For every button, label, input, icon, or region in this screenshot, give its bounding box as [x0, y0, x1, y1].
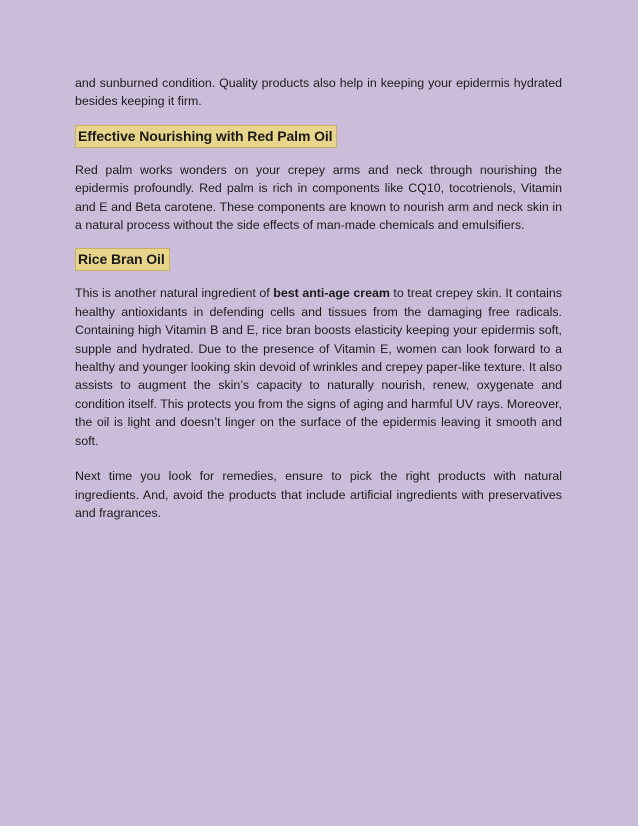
- page-content: [75, 74, 562, 522]
- section-heading-rice-bran-oil: Rice Bran Oil: [75, 248, 170, 271]
- rice-bran-oil-paragraph: [75, 284, 562, 450]
- paragraph-gap: [75, 450, 562, 467]
- closing-paragraph: Next time you look for remedies, ensure to pick the right products with natural ingredients. And, avoid the products that include artificial ingredients with preservatives and fragrances.: [75, 469, 562, 520]
- section-heading-wrapper: [75, 125, 562, 148]
- rice-bran-text-rest: to treat crepey skin. It contains healthy antioxidants in defending cells and tissues from the damaging free radicals. Containing high Vitamin B and E, rice bran boosts elasticity keeping your epidermis soft, supple and hydrated. Due to the presence of Vitamin E, women can look forward to a healthy and younger looking skin devoid of wrinkles and crepey paper-like texture. It also assists to augment the skin’s capacity to naturally nourish, renew, oxygenate and condition itself. This protects you from the signs of aging and harmful UV rays. Moreover, the oil is light and doesn’t linger on the surface of the epidermis leaving it smooth and soft.: [75, 286, 562, 448]
- section-heading-wrapper: [75, 248, 562, 271]
- rice-bran-text-start: This is another natural ingredient of: [75, 286, 274, 301]
- red-palm-oil-paragraph: Red palm works wonders on your crepey arms and neck through nourishing the epidermis profoundly. Red palm is rich in components like CQ10, tocotrienols, Vitamin and E and Beta carotene. These components are known to nourish arm and neck skin in a natural process without the side effects of man-made chemicals and emulsifiers.: [75, 162, 562, 233]
- intro-paragraph: and sunburned condition. Quality products also help in keeping your epidermis hydrated besides keeping it firm.: [75, 76, 562, 109]
- section-heading-red-palm-oil: Effective Nourishing with Red Palm Oil: [75, 125, 337, 148]
- bold-keyword: best anti-age cream: [273, 286, 390, 301]
